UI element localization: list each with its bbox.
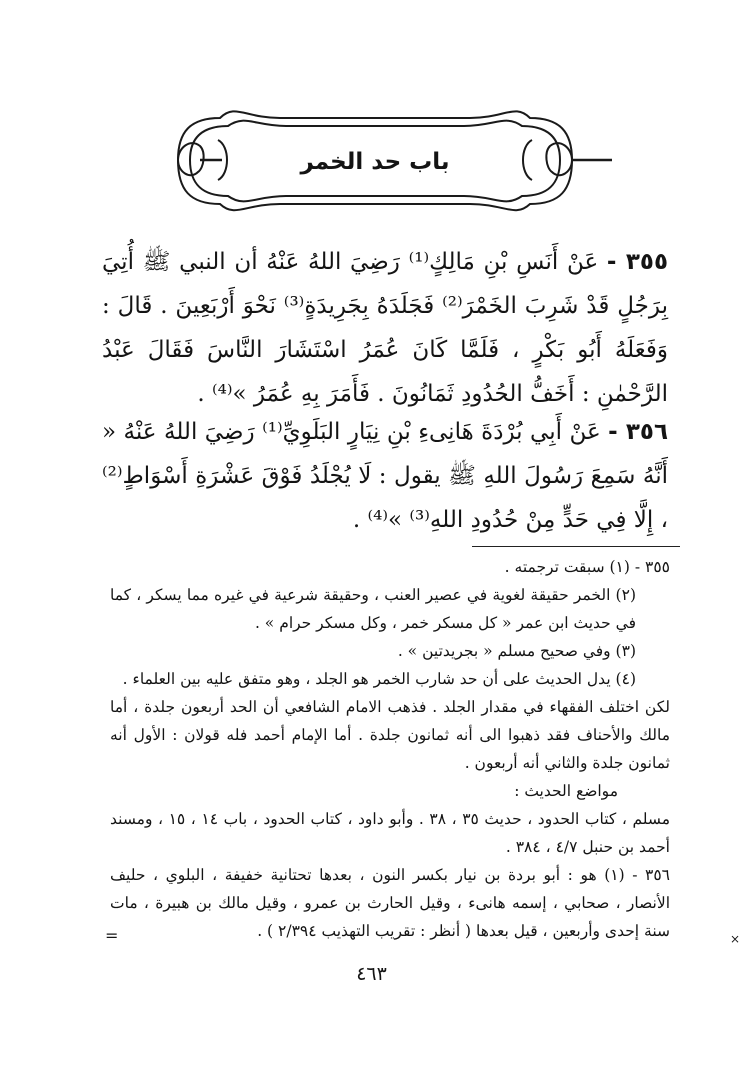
hadith-text: عَنْ أَنَسِ بْنِ مَالِكٍ⁽¹⁾ رَضِيَ اللهُ عَنْهُ أن النبي ﷺ أُتِيَ بِرَجُلٍ قَدْ شَرِبَ الخَمْرَ⁽²⁾ فَجَلَدَهُ بِجَرِيدَةٍ⁽³⁾ نَحْوَ أَرْبَعِينَ . قَالَ : وَفَعَلَهُ أَبُو بَكْرٍ ، فَلَمَّا كَانَ عُمَرُ اسْتَشَارَ النَّاسَ فَقَالَ عَبْدُ الرَّحْمٰنِ : أَخَفُّ الحُدُودِ ثَمَانُونَ . فَأَمَرَ بِهِ عُمَرُ »⁽⁴⁾ . — [102, 249, 668, 407]
footnote: (٤) يدل الحديث على أن حد شارب الخمر هو الجلد ، وهو متفق عليه بين العلماء . — [122, 670, 636, 688]
hadith-number: ٣٥٦ - — [608, 419, 668, 445]
footnote: مواضع الحديث : — [514, 782, 618, 800]
footnote: ٣٥٦ - (١) هو : أبو بردة بن نيار بكسر النون ، بعدها تحتانية خفيفة ، البلوي ، حليف الأنصار ، صحابي ، إسمه هانىء ، وقيل الحارث بن عمرو ، وقيل مالك بن هبيرة ، مات سنة إحدى وأربعين ، قيل بعدها ( أنظر : تقريب التهذيب ٢/٣٩٤ ) . — [110, 866, 671, 940]
hadith-text: عَنْ أَبِي بُرْدَةَ هَانِىءِ بْنِ نِيَارٍ البَلَوِيِّ⁽¹⁾ رَضِيَ اللهُ عَنْهُ « أَنَّهُ سَمِعَ رَسُولَ اللهِ ﷺ يقول : لَا يُجْلَدُ فَوْقَ عَشْرَةِ أَسْوَاطٍ⁽²⁾ ، إِلَّا فِي حَدٍّ مِنْ حُدُودِ اللهِ⁽³⁾ »⁽⁴⁾ . — [102, 419, 668, 533]
hadith-number: ٣٥٥ - — [606, 249, 668, 275]
chapter-title: باب حد الخمر — [300, 149, 450, 175]
footnote-divider — [472, 546, 680, 547]
footnote: (٢) الخمر حقيقة لغوية في عصير العنب ، وحقيقة شرعية في غيره مما يسكر ، كما في حديث ابن عمر « كل مسكر خمر ، وكل مسكر حرام » . — [110, 586, 636, 632]
footnote: ٣٥٥ - (١) سبقت ترجمته . — [504, 558, 670, 576]
footnote: (٣) وفي صحيح مسلم « بجريدتين » . — [397, 642, 636, 660]
hadith-356 — [102, 410, 668, 542]
hadith-355 — [102, 240, 668, 416]
page-number: ٤٦٣ — [356, 963, 387, 985]
footnote: مسلم ، كتاب الحدود ، حديث ٣٥ ، ٣٨ . وأبو داود ، كتاب الحدود ، باب ١٤ ، ١٥ ، ومسند أحمد بن حنبل ٤/٧ ، ٣٨٤ . — [110, 810, 671, 856]
margin-mark-right: × — [729, 932, 740, 946]
footnotes — [110, 553, 670, 945]
margin-mark-left: = — [105, 926, 119, 945]
footnote: لكن اختلف الفقهاء في مقدار الجلد . فذهب الامام الشافعي أن الحد أربعون جلدة ، أما مالك والأحناف فقد ذهبوا الى أنه ثمانون جلدة . أما الإمام أحمد فله قولان : الأول أنه ثمانون جلدة والثاني أنه أربعون . — [110, 698, 670, 772]
chapter-title-frame — [0, 0, 743, 230]
